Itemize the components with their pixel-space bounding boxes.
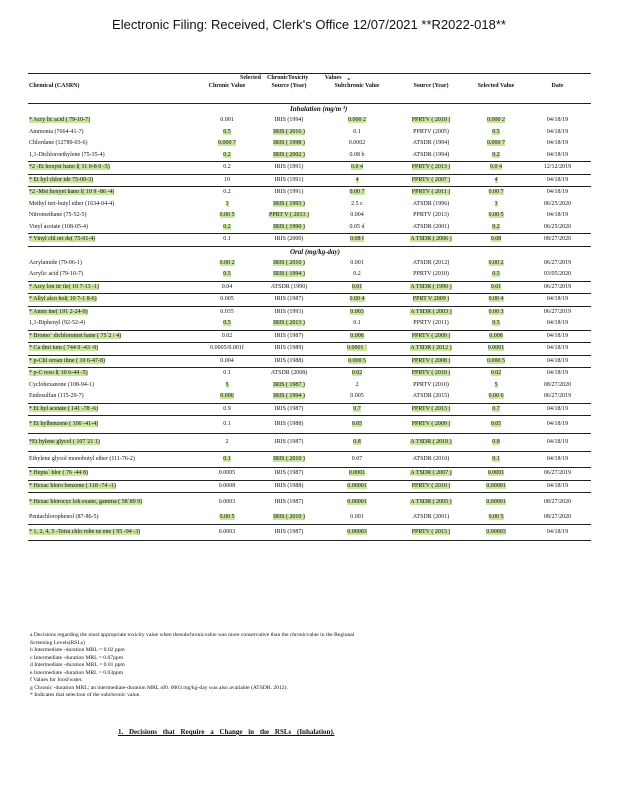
date-cell: 04/18/19: [546, 140, 569, 147]
col-subchronic-value: Subchronic Value: [334, 83, 380, 89]
subchronic-value-cell: 0.1: [353, 128, 361, 135]
source-year-2-cell: PPRTV (2010): [413, 381, 449, 388]
source-year-2-cell: PPRTV (2013): [413, 212, 449, 219]
chronic-value-cell: 0.00 5: [219, 514, 235, 521]
date-cell: 08/27/2020: [543, 514, 572, 521]
date-cell: 04/18/19: [546, 128, 569, 135]
chemical-cell: * Hepta` hlor ( 76 -44 8): [29, 470, 88, 477]
source-year-cell: IRIS ( 2010 ): [273, 259, 305, 266]
source-year-2-cell: PPRTV ( 2013 ): [411, 405, 451, 412]
source-year-2-cell: PPRTV ( 2010 ): [411, 117, 451, 124]
chemical-cell: Chlordane (12789-03-6): [29, 140, 88, 147]
chemical-cell: * Ca dmi ium ( 744 0 -43 -9): [29, 345, 99, 352]
subchronic-value-cell: 0.000 5: [348, 357, 366, 364]
chemical-cell: * Bromo` dichloromet hane ( 75`2 / 4): [29, 332, 122, 339]
source-year-2-cell: PPRTV ( 2008 ): [411, 357, 451, 364]
chemical-cell: * Acry lon itr ile( 10 7-13 -1): [29, 283, 100, 290]
subchronic-value-cell: 0.005: [350, 393, 364, 400]
table-row: [28, 174, 591, 187]
footnote: b Intermediate -duration MRL = 0.02 ppm: [30, 647, 125, 653]
chronic-value-cell: 0.004: [220, 357, 234, 364]
table-row: [28, 391, 591, 403]
chemical-cell: Methyl tert-butyl ether (1634-04-4): [29, 200, 115, 207]
footnote: e Intermediate -duration MRL = 0.03ppm: [30, 669, 124, 676]
date-cell: 03/05/2020: [543, 271, 572, 278]
selected-value-cell: 0.00001: [486, 499, 506, 505]
chronic-value-cell: 0.00 5: [219, 212, 235, 219]
chronic-value-cell: 0.000 7: [218, 140, 236, 147]
chronic-value-cell: 0.02: [221, 332, 233, 339]
header-chronic-toxicity: ChronicToxicity: [267, 75, 309, 81]
source-year-cell: ATSDR (1990): [270, 283, 308, 290]
subchronic-value-cell: 0.001: [350, 259, 364, 266]
table-row: [28, 318, 591, 330]
chronic-value-cell: 0.1: [223, 456, 231, 462]
chemical-cell: Acrylic acid (79-10-7): [29, 271, 83, 278]
footnote: f Values for food/water.: [30, 677, 83, 683]
date-cell: 04/18/19: [546, 189, 569, 196]
source-year-2-cell: PPRT V 2009 ): [412, 296, 450, 303]
date-cell: 04/18/19: [546, 332, 569, 339]
chronic-value-cell: 0.9: [223, 405, 231, 412]
chronic-value-cell: 0.0003: [218, 528, 236, 535]
subchronic-value-cell: 0.05 d: [349, 223, 365, 230]
source-year-2-cell: ATSDR (2015): [412, 393, 450, 400]
table-row: [28, 162, 591, 175]
header-selected: Selected: [240, 75, 261, 81]
subchronic-value-cell: 0.0002: [348, 140, 366, 147]
chemical-cell: *Et hylene glycol ( 107`21 1): [29, 439, 100, 445]
table-row: [28, 380, 591, 392]
source-year-2-cell: PPRTV ( 2009 ): [411, 332, 451, 339]
table-row: [28, 234, 591, 247]
source-year-2-cell: ATSDR (2001): [412, 223, 450, 230]
source-year-cell: IRIS (1987): [274, 439, 304, 445]
chronic-value-cell: 0.006: [220, 393, 234, 400]
table-header-columns: [28, 83, 591, 104]
chronic-value-cell: 10: [224, 176, 230, 183]
chemical-cell: * Vinyl chl ori de( 75-01-4): [29, 236, 96, 243]
chemical-cell: Cyclohexanone (108-94-1): [29, 381, 94, 388]
source-year-2-cell: ATSDR (1994): [412, 151, 450, 158]
source-year-2-cell: A TSDR ( 1990 ): [410, 283, 452, 290]
footnote: g Chronic -duration MRL; an intermediate-duration MRL of0. 0003 mg/kg-day was also available (ATSDR. 2012).: [30, 684, 288, 691]
subchronic-value-cell: 0.08 b: [349, 151, 365, 158]
source-year-cell: IRIS ( 2010 ): [273, 456, 305, 462]
date-cell: 04/18/19: [546, 482, 569, 489]
section-label: Inhalation (mg/m ³): [290, 105, 348, 113]
footnote: c Intermediate -duration MRL = 0.07ppm: [30, 654, 124, 661]
chronic-value-cell: 0.0005/0.001f: [210, 345, 244, 352]
source-year-cell: PPRT V ( 2013 ): [269, 212, 309, 219]
subchronic-value-cell: 0.0001: [348, 470, 366, 477]
chemical-cell: * Acry lic acid ( 79-10-7): [29, 117, 91, 124]
source-year-2-cell: ATSDR (1994): [412, 140, 450, 147]
source-year-2-cell: PPRTV (2011): [413, 320, 449, 327]
subchronic-value-cell: 0.003: [350, 308, 364, 315]
source-year-cell: IRIS ( 1987 ): [273, 381, 305, 388]
table-row: [28, 403, 591, 416]
chemical-cell: * Et hyl acetate ( 141 -78 -6): [29, 405, 99, 412]
source-year-cell: IRIS ( 1994 ): [273, 393, 305, 400]
chemical-cell: *2 -Met hoxyet hano l( 10 9 -86 -4): [29, 189, 115, 196]
source-year-cell: IRIS (1991): [274, 176, 304, 183]
source-year-2-cell: PPRTV ( 2013 ): [411, 528, 451, 535]
chronic-value-cell: 0.5: [223, 320, 231, 327]
source-year-cell: IRIS (1988): [274, 421, 304, 427]
subchronic-value-cell: 0.00001: [347, 499, 367, 505]
selected-value-cell: 0.00003: [486, 528, 506, 535]
chemical-cell: * Et hyl chlor ide 75-00-3): [29, 176, 94, 183]
source-year-cell: ATSDR (2008): [270, 370, 308, 377]
date-cell: 06/27/2019: [543, 283, 572, 290]
source-year-2-cell: A TSDR ( 2006 ): [410, 236, 452, 243]
chronic-value-cell: 0.0005: [218, 470, 236, 477]
date-cell: 04/18/19: [546, 421, 569, 427]
selected-value-cell: 0.5: [492, 271, 500, 278]
selected-value-cell: 0.00 7: [488, 189, 504, 196]
chemical-cell: * Hexac hlorocyc loh exane, gamma ( 58`89 9): [29, 499, 143, 505]
footnotes: [30, 632, 590, 700]
selected-value-cell: 0.8: [492, 439, 500, 445]
source-year-2-cell: A TSDR ( 2012 ): [410, 345, 452, 352]
date-cell: 04/18/19: [546, 176, 569, 183]
chronic-value-cell: 0.5: [223, 271, 231, 278]
date-cell: 08/27/2020: [543, 499, 572, 505]
subchronic-value-cell: 0.00003: [347, 528, 367, 535]
selected-value-cell: 0.08: [490, 236, 502, 243]
source-year-cell: IRIS (1988): [274, 357, 304, 364]
chronic-value-cell: 0.1: [223, 236, 231, 243]
table-row: [28, 480, 591, 493]
table-row: [28, 210, 591, 222]
subchronic-value-cell: 0.008: [350, 332, 364, 339]
selected-value-cell: 4: [494, 176, 498, 183]
selected-value-cell: 0.0001: [487, 345, 505, 352]
selected-value-cell: 0.000 2: [487, 117, 506, 124]
subchronic-value-cell: 0.2: [353, 271, 361, 278]
date-cell: 06/27/2019: [543, 308, 572, 315]
source-year-cell: IRIS (1987): [274, 405, 304, 412]
toxicity-values-table: [28, 73, 591, 541]
selected-value-cell: 0.00 2: [488, 259, 504, 266]
subchronic-value-cell: 2: [355, 381, 359, 388]
selected-value-cell: 0.2: [492, 223, 500, 230]
source-year-cell: IRIS ( 2013 ): [273, 320, 305, 327]
subchronic-value-cell: 0.08 f: [350, 236, 364, 243]
date-cell: 06/25/2020: [543, 200, 572, 207]
chronic-value-cell: 0.00 2: [219, 259, 235, 266]
table-row: [28, 330, 591, 343]
footnote: a Decisions regarding the most appropriate toxicity value when thesubchronicvalue was more conservative than the chronicvalue in the Regional: [30, 632, 355, 638]
selected-value-cell: 0.008: [489, 332, 503, 339]
chronic-value-cell: 0.5: [223, 128, 231, 135]
source-year-cell: IRIS (1993): [274, 308, 304, 315]
date-cell: 08/27/2020: [543, 236, 572, 243]
col-source-year-2: Source (Year): [413, 83, 449, 89]
subchronic-value-cell: 0.01: [351, 283, 363, 290]
section-header: [28, 104, 591, 116]
chemical-cell: * Amm ine( 191 2-24-9): [29, 308, 88, 315]
col-date: Date: [551, 83, 564, 89]
source-year-cell: IRIS (1991): [274, 164, 304, 171]
selected-value-cell: 0.05: [490, 421, 502, 427]
selected-value-cell: 0.02: [490, 370, 502, 377]
date-cell: 04/18/19: [546, 320, 569, 327]
source-year-2-cell: PPRTV (2005): [413, 128, 449, 135]
selected-value-cell: 0.00 6: [488, 393, 504, 400]
col-source-year: Source (Year): [271, 83, 307, 89]
table-row: [28, 150, 591, 162]
date-cell: 06/27/2019: [543, 470, 572, 477]
table-row: [28, 306, 591, 318]
header-values: Values: [324, 75, 342, 81]
chemical-cell: Acrylamide (79-06-1): [29, 259, 82, 266]
subchronic-value-cell: 0.1: [353, 320, 361, 327]
col-selected-value: Selected Value: [477, 83, 515, 89]
source-year-2-cell: PPRTV ( 2007 ): [411, 176, 451, 183]
source-year-cell: IRIS ( 2010 ): [273, 514, 305, 521]
selected-value-cell: 0.000 5: [487, 357, 506, 364]
selected-value-cell: 0.1: [492, 456, 500, 462]
table-row: [28, 468, 591, 481]
subchronic-value-cell: 0.0 4: [351, 164, 363, 171]
chemical-cell: * Hexac hloro benzene ( 118 -74 -1): [29, 482, 116, 489]
subchronic-value-cell: 0.000 2: [348, 117, 366, 124]
date-cell: 06/27/2019: [543, 259, 572, 266]
selected-value-cell: 0.00 5: [488, 212, 504, 219]
source-year-2-cell: A TSDR ( 2010 ): [410, 439, 452, 445]
source-year-2-cell: PPRTV ( 2013 ): [411, 164, 451, 171]
date-cell: 04/18/19: [546, 151, 569, 158]
table-row: [28, 355, 591, 368]
selected-value-cell: 0.00001: [486, 482, 506, 489]
chronic-value-cell: 0.001: [220, 117, 234, 124]
source-year-cell: IRIS (1987): [274, 528, 304, 535]
date-cell: 04/18/19: [546, 528, 569, 535]
source-year-cell: IRIS (1988): [274, 482, 304, 489]
table-row: [28, 416, 591, 434]
selected-value-cell: 0.000 7: [487, 140, 506, 147]
date-cell: 04/18/19: [546, 405, 569, 412]
chronic-value-cell: 0.2: [223, 223, 231, 230]
chemical-cell: * p-C reso l( 10 6-44 -5): [29, 370, 88, 377]
selected-value-cell: 0.7: [492, 405, 500, 412]
selected-value-cell: 0.2: [492, 151, 500, 158]
section-heading: 1. Decisions that Require a Change in the RSLs (Inhalation).: [118, 728, 335, 736]
footnote: * Indicates that selection of the subchronic value.: [30, 692, 141, 698]
source-year-cell: IRIS ( 2002 ): [273, 151, 305, 158]
source-year-cell: IRIS ( 2016 ): [273, 128, 305, 135]
chronic-value-cell: 0.035: [220, 308, 234, 315]
selected-value-cell: 0.5: [492, 320, 500, 327]
source-year-cell: IRIS (1987): [274, 332, 304, 339]
source-year-2-cell: PPRTV (2010): [413, 271, 449, 278]
chronic-value-cell: 0.005: [220, 296, 234, 303]
table-row: [28, 138, 591, 150]
selected-value-cell: 0.01: [490, 283, 502, 290]
source-year-2-cell: PPRTV ( 2010 ): [411, 370, 451, 377]
chemical-cell: Nitromethane (75-52-5): [29, 212, 87, 219]
subchronic-value-cell: 4: [355, 176, 359, 183]
chemical-cell: *2 -Et hoxyet hano l( 11 0-8 0 -5): [29, 164, 110, 171]
chronic-value-cell: 0.0003: [218, 499, 236, 505]
filing-header: Electronic Filing: Received, Clerk's Office 12/07/2021 **R2022-018**: [112, 17, 506, 32]
table-header-top: [28, 74, 591, 84]
selected-value-cell: 0.00 5: [488, 514, 504, 521]
source-year-2-cell: A TSDR ( 2007 ): [410, 470, 452, 477]
subchronic-value-cell: 0.7: [353, 405, 361, 412]
date-cell: 06/25/2020: [543, 223, 572, 230]
table-row: [28, 187, 591, 199]
date-cell: 04/18/19: [546, 456, 569, 462]
selected-value-cell: 3: [494, 200, 498, 207]
chronic-value-cell: 2: [225, 439, 229, 445]
table-row: [28, 281, 591, 294]
date-cell: 08/27/2020: [543, 381, 572, 388]
date-cell: 06/27/2019: [543, 393, 572, 400]
table-row: [28, 452, 591, 468]
source-year-cell: IRIS ( 1994 ): [273, 271, 305, 278]
source-year-cell: IRIS (1994): [274, 117, 304, 124]
subchronic-value-cell: 0.05: [351, 421, 363, 427]
table-row: [28, 434, 591, 452]
date-cell: 04/18/19: [546, 212, 569, 219]
source-year-cell: IRIS ( 1993 ): [273, 200, 305, 207]
chronic-value-cell: 0.1: [223, 370, 231, 377]
source-year-cell: IRIS (1991): [274, 189, 304, 196]
chronic-value-cell: 0.04: [221, 283, 233, 290]
subchronic-value-cell: 0.00 4: [349, 296, 365, 303]
chemical-cell: Ethylene glycol monobutyl ether (111-76-2): [29, 456, 135, 462]
chronic-value-cell: 0.1: [223, 421, 231, 427]
date-cell: 12/12/2019: [543, 164, 572, 171]
table-row: [28, 199, 591, 211]
selected-value-cell: 0.00 4: [488, 296, 504, 303]
table-row: [28, 368, 591, 380]
chemical-cell: * 1, 2, 4, 5 -Tetra chlo robe nz ene ( 95 -94 -3): [29, 528, 141, 535]
selected-value-cell: 0.00 3: [488, 308, 504, 315]
selected-value-cell: 0.5: [492, 128, 500, 135]
source-year-cell: IRIS (1989): [274, 345, 304, 352]
chemical-cell: * Allyl alco hol( 10 7-1 8-6): [29, 296, 97, 303]
source-year-2-cell: PPRTV ( 2009 ): [411, 421, 451, 427]
chemical-cell: 1,1-Dichloroethylene (75-35-4): [29, 151, 105, 158]
source-year-2-cell: ATSDR (1996): [412, 200, 450, 207]
col-chronic-value: Chronic Value: [208, 83, 246, 89]
chronic-value-cell: 0.0008: [218, 482, 236, 489]
table-row: [28, 512, 591, 524]
source-year-2-cell: ATSDR (2001): [412, 514, 450, 521]
table-row: [28, 493, 591, 513]
source-year-2-cell: ATSDR (2012): [412, 259, 450, 266]
source-year-2-cell: A TSDR ( 2003 ): [410, 308, 452, 315]
chronic-value-cell: 5: [225, 381, 229, 388]
section-label: Oral (mg/kg-day): [290, 247, 340, 256]
table-row: [28, 343, 591, 356]
chronic-value-cell: 3: [225, 200, 229, 207]
header-footnote-mark: a: [347, 76, 350, 81]
table-row: [28, 524, 591, 540]
chemical-cell: Vinyl acetate (108-05-4): [29, 223, 88, 230]
source-year-2-cell: PPRTV ( 2010 ): [411, 482, 451, 489]
source-year-cell: IRIS (1987): [274, 499, 304, 505]
chemical-cell: Endosulfan (115-29-7): [29, 393, 84, 400]
subchronic-value-cell: 0.02: [351, 370, 363, 377]
table-row: [28, 294, 591, 307]
date-cell: 04/18/19: [546, 117, 569, 124]
date-cell: 04/18/19: [546, 345, 569, 352]
table-row: [28, 115, 591, 127]
date-cell: 04/18/19: [546, 370, 569, 377]
selected-value-cell: 5: [494, 381, 498, 388]
subchronic-value-cell: 0.07: [351, 456, 363, 462]
table-row: [28, 127, 591, 139]
source-year-cell: IRIS ( 1990 ): [273, 223, 305, 230]
chemical-cell: 1,1-Biphenyl (92-52-4): [29, 320, 85, 327]
subchronic-value-cell: 0.001: [350, 514, 364, 521]
subchronic-value-cell: 0.00001: [347, 482, 367, 489]
subchronic-value-cell: 0.00 7: [349, 189, 365, 196]
source-year-2-cell: ATSDR (2010): [412, 456, 450, 462]
source-year-cell: IRIS (1987): [274, 296, 304, 303]
chemical-cell: Pentachlorophenol (87-86-5): [29, 514, 99, 521]
date-cell: 04/18/19: [546, 439, 569, 445]
section-header: [28, 246, 591, 258]
chemical-cell: * Et hylbenzene ( 100 -41-4): [29, 421, 99, 427]
chronic-value-cell: 0.2: [223, 151, 231, 158]
table-row: [28, 269, 591, 281]
subchronic-value-cell: 2.5 c: [351, 200, 363, 207]
selected-value-cell: 0.0 4: [490, 164, 503, 171]
subchronic-value-cell: 0.8: [353, 439, 361, 445]
date-cell: 04/18/19: [546, 296, 569, 303]
chronic-value-cell: 0.2: [223, 164, 231, 171]
source-year-2-cell: PPRTV ( 2011 ): [411, 189, 451, 196]
source-year-cell: IRIS (2000): [274, 236, 304, 243]
chronic-value-cell: 0.2: [223, 189, 231, 196]
source-year-cell: IRIS ( 1998 ): [273, 140, 305, 147]
table-row: [28, 258, 591, 270]
source-year-cell: IRIS (1987): [274, 470, 304, 477]
footnote: Screening Levels(RSLs): [30, 639, 85, 646]
selected-value-cell: 0.0001: [487, 470, 505, 477]
subchronic-value-cell: 0.004: [350, 212, 364, 219]
chemical-cell: Ammonia (7664-41-7): [29, 128, 84, 135]
source-year-2-cell: A TSDR ( 2005 ): [410, 499, 452, 505]
footnote: d Intermediate -duration MRL = 0.01 ppm: [30, 662, 125, 668]
table-row: [28, 222, 591, 234]
date-cell: 04/18/19: [546, 357, 569, 364]
col-chemical: Chemical (CASRN): [29, 83, 80, 89]
subchronic-value-cell: 0.0001 `: [347, 345, 367, 352]
chemical-cell: * p-Chl oroan iline ( 10 6-47-8): [29, 357, 105, 364]
